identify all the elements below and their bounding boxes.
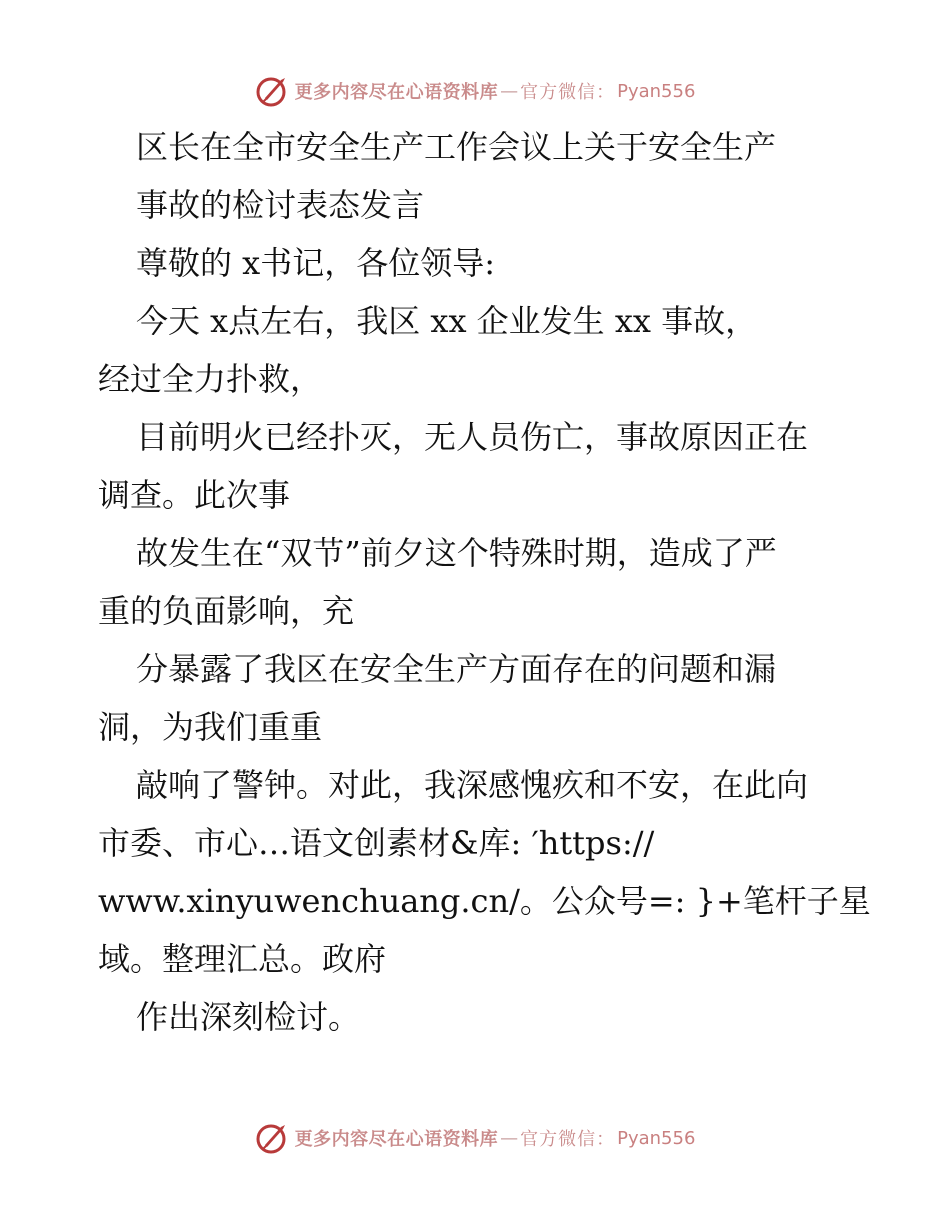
paragraph-5-line-3: www.xinyuwenchuang.cn/。公众号=: }+笔杆子星 [98, 882, 871, 920]
title-line-2: 事故的检讨表态发言 [136, 186, 425, 224]
paragraph-1-line-1: 今天 x点左右，我区 xx 企业发生 xx 事故， [136, 302, 758, 340]
paragraph-4-line-1: 分暴露了我区在安全生产方面存在的问题和漏 [136, 650, 777, 688]
paragraph-5-line-4: 域。整理汇总。政府 [98, 940, 387, 978]
banner-wechat-id: Pyan556 [617, 1127, 696, 1149]
quill-pen-logo-icon [255, 1121, 291, 1155]
paragraph-1-line-2: 经过全力扑救， [98, 360, 323, 398]
banner-official-label: 官方微信： [520, 82, 616, 103]
paragraph-2-line-1: 目前明火已经扑灭，无人员伤亡，事故原因正在 [136, 418, 809, 456]
banner-wechat-id: Pyan556 [617, 80, 696, 102]
banner-official-label: 官方微信： [520, 1129, 616, 1150]
banner-dash: — [500, 1127, 519, 1149]
banner-brand-text: 更多内容尽在心语资料库 [294, 82, 499, 103]
salutation: 尊敬的 x书记，各位领导: [136, 244, 496, 282]
footer-banner [0, 1118, 950, 1158]
paragraph-5-line-1: 敲响了警钟。对此，我深感愧疚和不安，在此向 [136, 766, 809, 804]
header-banner [0, 71, 950, 111]
paragraph-4-line-2: 洞，为我们重重 [98, 708, 323, 746]
paragraph-2-line-2: 调查。此次事 [98, 476, 291, 514]
paragraph-3-line-2: 重的负面影响，充 [98, 592, 355, 630]
paragraph-3-line-1: 故发生在“双节”前夕这个特殊时期，造成了严 [136, 534, 777, 572]
quill-pen-logo-icon [255, 74, 291, 108]
banner-dash: — [500, 80, 519, 102]
paragraph-6-line-1: 作出深刻检讨。 [136, 998, 361, 1036]
title-line-1: 区长在全市安全生产工作会议上关于安全生产 [136, 128, 777, 166]
paragraph-5-line-2: 市委、市心…语文创素材&库: ′https:// [98, 824, 655, 862]
banner-brand-text: 更多内容尽在心语资料库 [294, 1129, 499, 1150]
